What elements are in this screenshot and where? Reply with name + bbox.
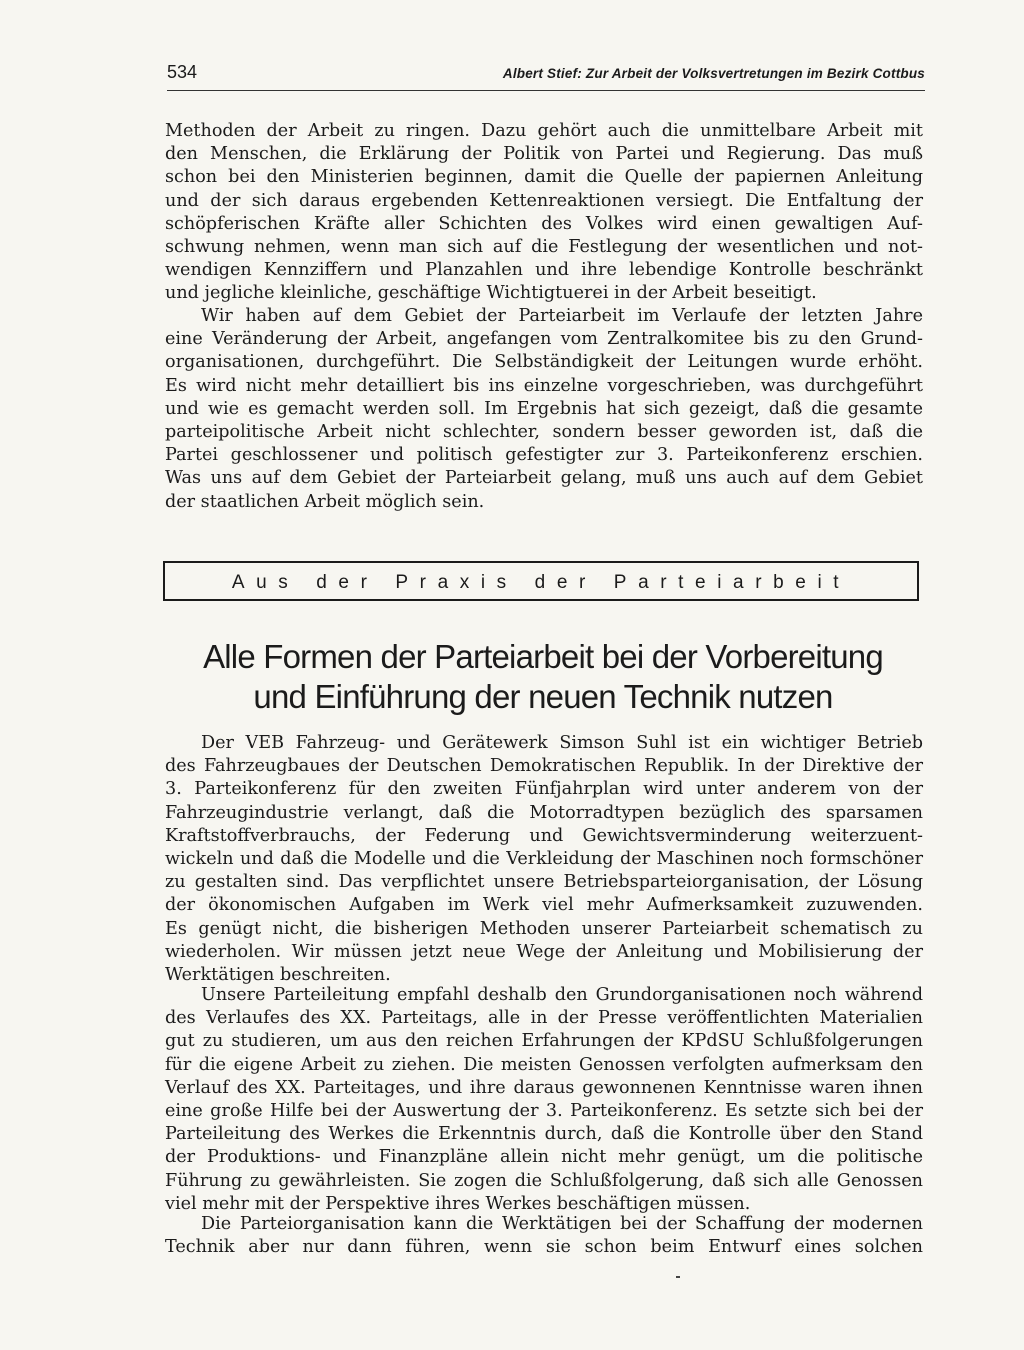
text-line: Technik aber nur dann führen, wenn sie schon beim Entwurf eines solchen xyxy=(165,1237,923,1258)
text-line: wiederholen. Wir müssen jetzt neue Wege der Anleitung und Mobilisierung der xyxy=(165,941,923,962)
text-line: viel mehr mit der Perspektive ihres Werkes beschäftigen müssen. xyxy=(165,1193,751,1214)
text-line: Was uns auf dem Gebiet der Parteiarbeit gelang, muß uns auch auf dem Gebiet xyxy=(165,468,923,489)
text-line: 3. Parteikonferenz für den zweiten Fünfjahrplan wird unter anderem von der xyxy=(165,779,923,800)
article-paragraph-2 xyxy=(165,984,923,1216)
text-line: eine große Hilfe bei der Auswertung der 3. Parteikonferenz. Es setzte sich bei der xyxy=(165,1101,923,1122)
text-line: schöpferischen Kräfte aller Schichten des Volkes wird einen gewaltigen Auf- xyxy=(165,213,923,234)
text-line: Die Parteiorganisation kann die Werktätigen bei der Schaffung der modernen xyxy=(201,1214,923,1234)
text-line: eine Veränderung der Arbeit, angefangen vom Zentralkomitee bis zu den Grund- xyxy=(165,329,923,350)
text-line: Methoden der Arbeit zu ringen. Dazu gehört auch die unmittelbare Arbeit mit xyxy=(165,121,923,141)
text-line: der Produktions- und Finanzpläne allein nicht mehr genügt, um die politische xyxy=(165,1147,923,1168)
article-headline-line-1: Alle Formen der Parteiarbeit bei der Vorbereitung xyxy=(203,638,883,675)
text-line: und wie es gemacht werden soll. Im Ergebnis hat sich gezeigt, daß die gesamte xyxy=(165,398,923,419)
text-line: Es genügt nicht, die bisherigen Methoden unserer Parteiarbeit schematisch zu xyxy=(165,918,923,939)
text-line: der staatlichen Arbeit möglich sein. xyxy=(165,491,485,512)
text-line: des Fahrzeugbaues der Deutschen Demokratischen Republik. In der Direktive der xyxy=(165,756,923,777)
text-line: gut zu studieren, um aus den reichen Erfahrungen der KPdSU Schlußfolgerungen xyxy=(165,1031,923,1052)
section-heading-box xyxy=(163,561,919,601)
text-line: Partei geschlossener und politisch gefestigter zur 3. Parteikonferenz erschien. xyxy=(165,445,923,466)
text-line: Fahrzeugindustrie verlangt, daß die Motorradtypen bezüglich des sparsamen xyxy=(165,802,923,823)
text-line: der ökonomischen Aufgaben im Werk viel mehr Aufmerksamkeit zuzuwenden. xyxy=(165,895,923,916)
text-line: zu gestalten sind. Das verpflichtet unsere Betriebsparteiorganisation, der Lösung xyxy=(165,872,923,893)
text-line: Es wird nicht mehr detailliert bis ins einzelne vorgeschrieben, was durchgeführt xyxy=(165,375,923,396)
article-headline-line-2: und Einführung der neuen Technik nutzen xyxy=(253,678,833,715)
intro-paragraph-1 xyxy=(165,120,923,306)
text-line: Unsere Parteileitung empfahl deshalb den Grundorganisationen noch während xyxy=(201,985,923,1005)
text-line: und der sich daraus ergebenden Kettenreaktionen versiegt. Die Entfaltung der xyxy=(165,190,923,211)
text-line: schwung nehmen, wenn man sich auf die Festlegung der wesentlichen und not- xyxy=(165,237,923,258)
intro-paragraph-2 xyxy=(165,305,923,514)
text-line: Kraftstoffverbrauchs, der Federung und Gewichtsverminderung weiterzuent- xyxy=(165,825,923,846)
text-line: wendigen Kennziffern und Planzahlen und ihre lebendige Kontrolle beschränkt xyxy=(165,260,923,281)
text-line: Wir haben auf dem Gebiet der Parteiarbeit im Verlaufe der letzten Jahre xyxy=(201,306,923,326)
text-line: für die eigene Arbeit zu ziehen. Die meisten Genossen verfolgten aufmerksam den xyxy=(165,1054,923,1075)
text-line: Führung zu gewährleisten. Sie zogen die Schlußfolgerung, daß sich alle Genossen xyxy=(165,1170,923,1191)
text-line: schon bei den Ministerien beginnen, damit die Quelle der papiernen Anleitung xyxy=(165,167,923,188)
running-head xyxy=(167,62,925,91)
section-heading: Aus der Praxis der Parteiarbeit xyxy=(231,572,851,593)
text-line: parteipolitische Arbeit nicht schlechter, sondern besser geworden ist, daß die xyxy=(165,422,923,443)
text-line: wickeln und daß die Modelle und die Verkleidung der Maschinen noch formschöner xyxy=(165,849,923,870)
running-title: Albert Stief: Zur Arbeit der Volksvertretungen im Bezirk Cottbus xyxy=(502,66,925,81)
text-line: des Verlaufes des XX. Parteitags, alle in der Presse veröffentlichten Materialien xyxy=(165,1008,923,1029)
text-line: Verlauf des XX. Parteitages, und ihre daraus gewonnenen Kenntnisse waren ihnen xyxy=(165,1077,923,1098)
text-line: Der VEB Fahrzeug- und Gerätewerk Simson Suhl ist ein wichtiger Betrieb xyxy=(201,733,923,753)
text-line: Werktätigen beschreiten. xyxy=(165,965,391,986)
print-speck xyxy=(676,1276,680,1278)
article-paragraph-1 xyxy=(165,732,923,987)
text-line: organisationen, durchgeführt. Die Selbständigkeit der Leitungen wurde erhöht. xyxy=(165,352,923,373)
page-number: 534 xyxy=(167,62,198,82)
text-line: Parteileitung des Werkes die Erkenntnis durch, daß die Kontrolle über den Stand xyxy=(165,1124,923,1145)
article-paragraph-3 xyxy=(165,1213,923,1259)
text-line: den Menschen, die Erklärung der Politik von Partei und Regierung. Das muß xyxy=(165,144,923,165)
text-line: und jegliche kleinliche, geschäftige Wichtigtuerei in der Arbeit beseitigt. xyxy=(165,283,817,304)
